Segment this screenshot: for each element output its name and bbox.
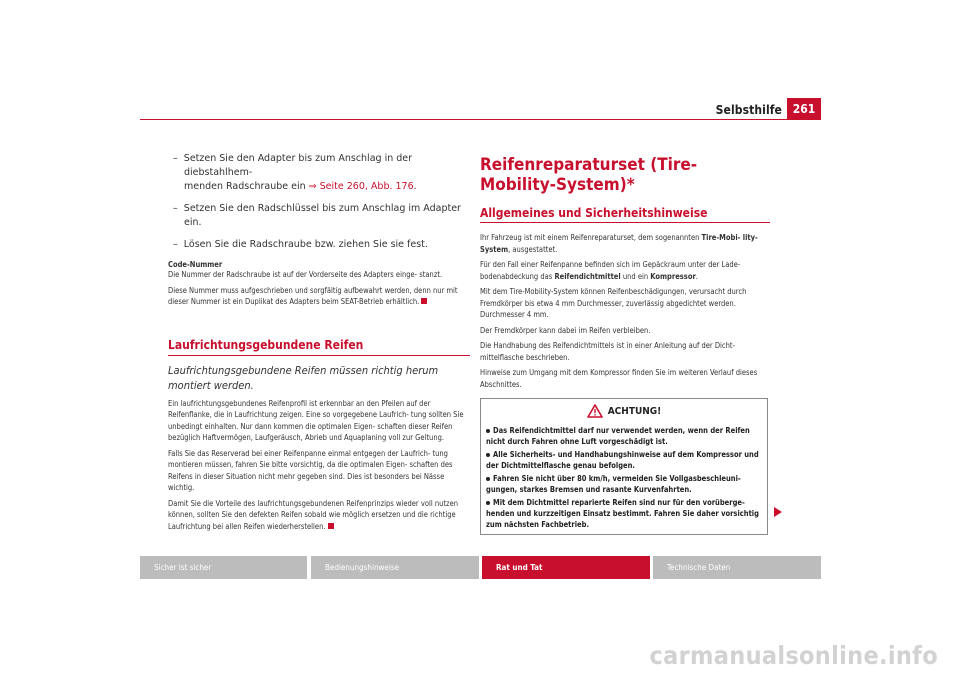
section-heading-directional-tires: Laufrichtungsgebundene Reifen: [168, 338, 470, 356]
body-paragraph: Mit dem Tire-Mobility-System können Reifenbeschädigungen, verursacht durch Fremdkörper bis etwa 4 mm Durchmesser, zuverlässig abgedichtet werden. Durchmesser 4 mm.: [480, 287, 747, 319]
footer-tab-safety[interactable]: Sicher ist sicher: [140, 556, 307, 579]
body-paragraph: Ihr Fahrzeug ist mit einem Reifenreparaturset, dem sogenannten Tire-Mobi- lity-System, ausgestattet.: [480, 233, 758, 254]
warning-item: Mit dem Dichtmittel reparierte Reifen sind nur für den vorüberge- henden und kurzzeitigen Einsatz bestimmt. Fahren Sie daher vorsichtig zum nächsten Fachbetrieb.: [486, 498, 759, 529]
bullet-icon: [486, 429, 490, 433]
code-paragraph: Diese Nummer muss aufgeschrieben und sorgfältig aufbewahrt werden, denn nur mit dieser Nummer ist ein Duplikat des Adapters beim SEAT-Betrieb erhältlich.: [168, 285, 458, 306]
section-paragraph: Ein laufrichtungsgebundenes Reifenprofil ist erkennbar an den Pfeilen auf der Reifenflanke, die in Laufrichtung zeigen. Eine so vorgegebene Laufrich- tung sollten Sie unbedingt einhalten. Nur dann kommen die optimalen Eigen- schaften dieser Reifen bezüglich Haftvermögen, Laufgeräusch, Abrieb und Aquaplaning voll zur Geltung.: [168, 398, 464, 442]
page-header-title: Selbsthilfe: [715, 103, 782, 117]
warning-triangle-icon: [587, 404, 603, 418]
section-intro: Laufrichtungsgebundene Reifen müssen richtig herum montiert werden.: [168, 363, 439, 392]
section-end-mark: [328, 523, 334, 529]
body-paragraph: Für den Fall einer Reifenpanne befinden sich im Gepäckraum unter der Lade- bodenabdeckung das Reifendichtmittel und ein Kompressor.: [480, 260, 741, 281]
header-rule: [140, 119, 821, 120]
step-item: – Setzen Sie den Radschlüssel bis zum Anschlag im Adapter ein.: [173, 203, 461, 228]
step-item: – Lösen Sie die Radschraube bzw. ziehen Sie sie fest.: [173, 239, 428, 250]
footer-tab-technical-data[interactable]: Technische Daten: [653, 556, 821, 579]
continue-arrow-icon: [774, 507, 782, 517]
section-end-mark: [421, 298, 427, 304]
bullet-icon: [486, 477, 490, 481]
warning-header: [486, 399, 762, 423]
watermark-text: carmanualsonline.info: [649, 641, 938, 670]
left-column: [168, 152, 470, 536]
step-item: – Setzen Sie den Adapter bis zum Anschlag in der diebstahlhem- menden Radschraube ein ⇒ Seite 260, Abb. 176.: [173, 153, 417, 192]
body-paragraph: Hinweise zum Umgang mit dem Kompressor finden Sie im weiteren Verlauf dieses Abschnittes.: [480, 368, 758, 389]
page-number-badge: 261: [787, 98, 821, 120]
sub-section-title: Allgemeines und Sicherheitshinweise: [480, 206, 770, 223]
footer-tab-operation[interactable]: Bedienungshinweise: [311, 556, 479, 579]
page-reference-link[interactable]: ⇒ Seite 260, Abb. 176: [308, 181, 414, 192]
section-paragraph: Falls Sie das Reserverad bei einer Reifenpanne einmal entgegen der Laufrich- tung montieren müssen, fahren Sie bitte vorsichtig, da die optimalen Eigen- schaften des Reifens in dieser Situation nicht mehr gegeben sind. Dies ist besonders bei Nässe wichtig.: [168, 448, 453, 492]
warning-box: [480, 398, 768, 535]
body-paragraph: Die Handhabung des Reifendichtmittels ist in einer Anleitung auf der Dicht- mittelflasche beschrieben.: [480, 341, 735, 362]
main-section-title: Reifenreparaturset (Tire-Mobility-System)*: [480, 155, 698, 195]
right-column: [480, 152, 770, 535]
warning-title: ACHTUNG!: [607, 405, 662, 417]
code-paragraph: Die Nummer der Radschraube ist auf der Vorderseite des Adapters einge- stanzt.: [168, 270, 443, 279]
footer-tab-advice[interactable]: Rat und Tat: [482, 556, 650, 579]
bullet-icon: [486, 501, 490, 505]
warning-item: Alle Sicherheits- und Handhabungshinweise auf dem Kompressor und der Dichtmittelflasche genau befolgen.: [486, 450, 759, 470]
warning-item: Das Reifendichtmittel darf nur verwendet werden, wenn der Reifen nicht durch Fahren ohne Luft vorgeschädigt ist.: [486, 426, 750, 446]
bullet-icon: [486, 453, 490, 457]
section-paragraph: Damit Sie die Vorteile des laufrichtungsgebundenen Reifenprinzips wieder voll nutzen können, sollten Sie den defekten Reifen sobald wie möglich ersetzen und die richtige Laufrichtung bei allen Reifen wiederherstellen.: [168, 498, 459, 531]
code-number-heading: Code-Nummer: [168, 260, 223, 269]
body-paragraph: Der Fremdkörper kann dabei im Reifen verbleiben.: [480, 325, 651, 335]
warning-item: Fahren Sie nicht über 80 km/h, vermeiden Sie Vollgasbeschleuni- gungen, starkes Bremsen und rasante Kurvenfahrten.: [486, 474, 741, 494]
